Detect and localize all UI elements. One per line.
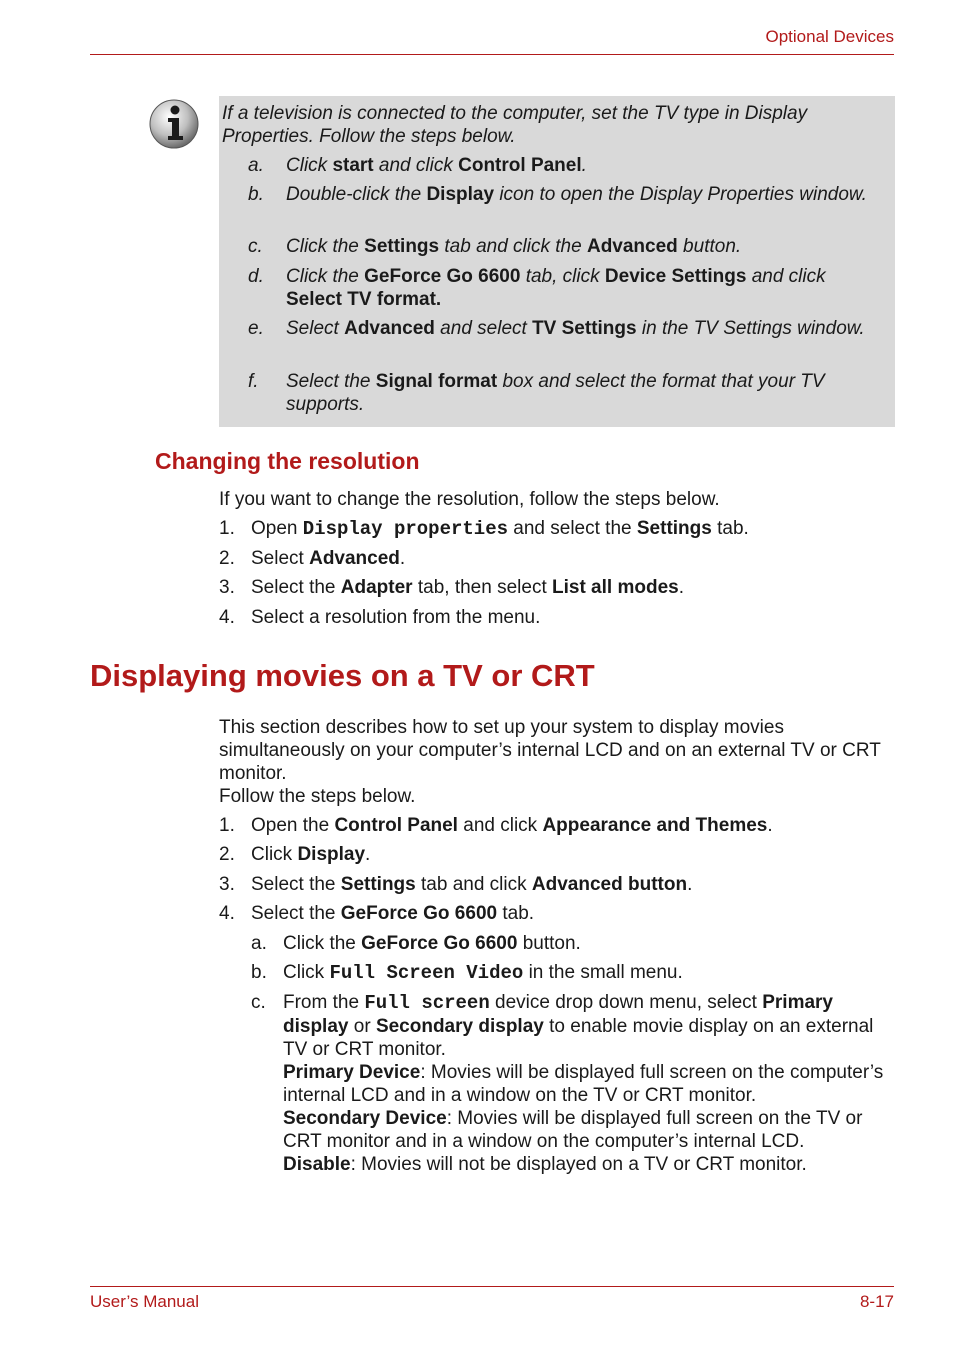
option-primary-device: Primary Device: Movies will be displayed full screen on the computer’s internal LCD and in a window on the TV or CRT monitor.: [283, 1062, 884, 1106]
movies-step-4: 4. Select the GeForce Go 6600 tab.: [219, 903, 535, 924]
resolution-intro: If you want to change the resolution, follow the steps below.: [219, 489, 720, 510]
running-header: Optional Devices: [765, 27, 894, 46]
movies-step-3: 3. Select the Settings tab and click Advanced button.: [219, 874, 693, 895]
page-number: 8-17: [859, 1292, 894, 1311]
note-step-e: e. Select Advanced and select TV Settings in the TV Settings window.: [248, 318, 865, 339]
note-step-f: f. Select the Signal format box and select the format that your TV supports.: [248, 371, 825, 415]
footer-rule: [90, 1286, 894, 1287]
note-step-c: c. Click the Settings tab and click the Advanced button.: [248, 236, 742, 257]
movies-step-2: 2. Click Display.: [219, 844, 371, 865]
info-icon: [148, 98, 200, 150]
movies-intro: This section describes how to set up your system to display movies simultaneously on your computer’s internal LCD and on an external TV or CRT monitor.: [219, 717, 881, 784]
section-heading-movies: Displaying movies on a TV or CRT: [90, 658, 595, 693]
note-intro: If a television is connected to the computer, set the TV type in Display Properties. Follow the steps below.: [222, 103, 808, 147]
resolution-step-3: 3. Select the Adapter tab, then select List all modes.: [219, 577, 684, 598]
movies-substep-a: a. Click the GeForce Go 6600 button.: [251, 933, 581, 954]
section-heading-resolution: Changing the resolution: [155, 448, 420, 474]
option-secondary-device: Secondary Device: Movies will be displayed full screen on the TV or CRT monitor and in a window on the computer’s internal LCD.: [283, 1108, 863, 1152]
movies-step-1: 1. Open the Control Panel and click Appearance and Themes.: [219, 815, 773, 836]
movies-substep-b: b. Click Full Screen Video in the small menu.: [251, 962, 683, 984]
movies-follow: Follow the steps below.: [219, 786, 416, 807]
note-step-a: a. Click start and click Control Panel.: [248, 155, 587, 176]
option-disable: Disable: Movies will not be displayed on a TV or CRT monitor.: [283, 1154, 807, 1175]
note-step-b: b. Double-click the Display icon to open the Display Properties window.: [248, 184, 867, 205]
resolution-step-1: 1. Open Display properties and select the Settings tab.: [219, 518, 749, 540]
resolution-step-4: 4. Select a resolution from the menu.: [219, 607, 541, 628]
note-step-d: d. Click the GeForce Go 6600 tab, click Device Settings and click Select TV format.: [248, 266, 826, 310]
movies-substep-c: c. From the Full screen device drop down menu, select Primary display or Secondary display to enable movie display on an external TV or CRT monitor. Primary Device: Movies will be displayed full screen on the computer’s internal LCD and in a window on the TV or CRT monitor. Secondary Device: Movies will be displayed full screen on the TV or CRT monitor and in a window on the computer’s internal LCD. Disable: Movies will not be displayed on a TV or CRT monitor.: [251, 992, 884, 1175]
resolution-step-2: 2. Select Advanced.: [219, 548, 406, 569]
footer-manual-title: User’s Manual: [90, 1292, 199, 1311]
header-rule: [90, 54, 894, 55]
note-box: [219, 96, 895, 427]
